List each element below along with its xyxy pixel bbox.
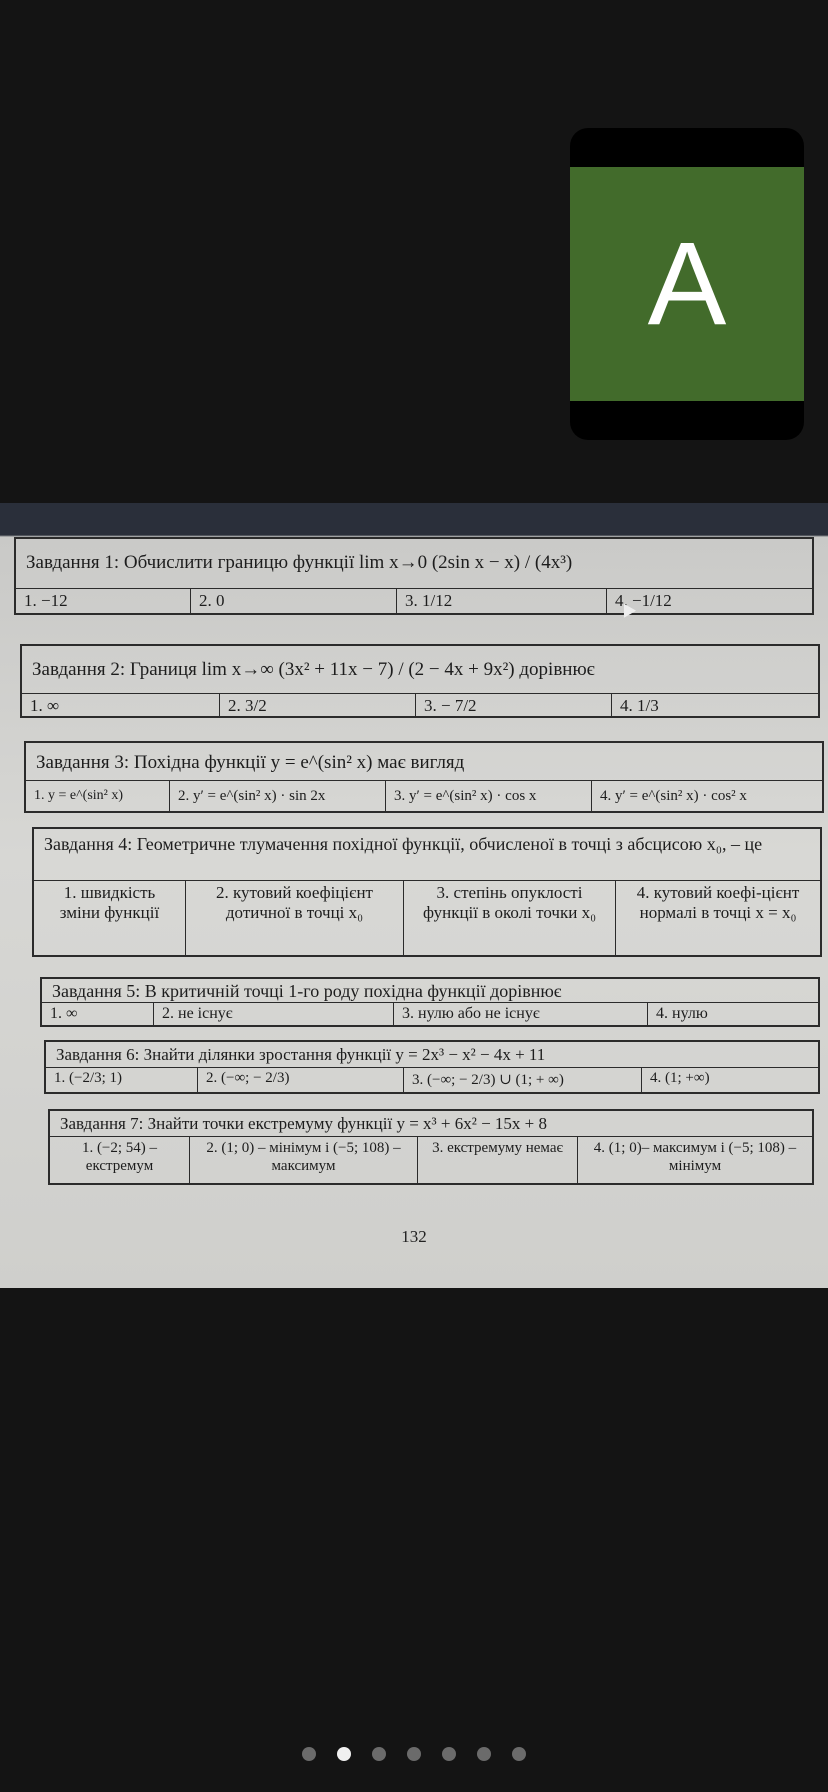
task-option: 3. екстремуму немає — [418, 1137, 578, 1185]
task-option: 3. нулю або не існує — [394, 1003, 648, 1027]
task-option: 3. степінь опуклості функції в околі точки x₀ — [404, 881, 616, 957]
task-option: 3. y′ = e^(sin² x) · cos x — [386, 781, 592, 813]
task-option: 3. (−∞; − 2/3) ∪ (1; + ∞) — [404, 1068, 642, 1094]
task-option: 3. − 7/2 — [416, 694, 612, 718]
participant-initial: A — [647, 218, 727, 350]
task-1 — [14, 537, 814, 615]
task-option: 2. кутовий коефіцієнт дотичної в точці x₀ — [186, 881, 404, 957]
task-option: 1. ∞ — [42, 1003, 154, 1027]
task-7 — [48, 1109, 814, 1185]
task-option: 1. ∞ — [22, 694, 220, 718]
task-question: Завдання 6: Знайти ділянки зростання функції y = 2x³ − x² − 4x + 11 — [46, 1042, 818, 1068]
task-option: 4. 1/3 — [620, 696, 659, 715]
task-6 — [44, 1040, 820, 1094]
task-5 — [40, 977, 820, 1027]
task-option: 1. швидкість зміни функції — [34, 881, 186, 957]
task-option: 1. (−2/3; 1) — [46, 1068, 198, 1094]
task-option: 2. y′ = e^(sin² x) · sin 2x — [170, 781, 386, 813]
task-option: 4. (1; +∞) — [650, 1070, 710, 1086]
task-option: 1. (−2; 54) – екстремум — [50, 1137, 190, 1185]
task-option: 4. (1; 0)– максимум і (−5; 108) – мінімум — [593, 1140, 797, 1174]
task-option: 4. −1/12 — [615, 591, 672, 610]
page-dot[interactable] — [477, 1747, 491, 1761]
page-dot[interactable] — [442, 1747, 456, 1761]
task-question: Завдання 2: Границя lim x→∞ (3x² + 11x − 7) / (2 − 4x + 9x²) дорівнює — [22, 646, 818, 694]
task-question: Завдання 7: Знайти точки екстремуму функції y = x³ + 6x² − 15x + 8 — [50, 1111, 812, 1137]
task-4 — [32, 827, 822, 957]
page-indicator[interactable] — [0, 1747, 828, 1763]
task-question: Завдання 4: Геометричне тлумачення похідної функції, обчисленої в точці з абсцисою x₀, – це — [34, 829, 820, 881]
task-option: 1. −12 — [16, 589, 191, 615]
shared-photo[interactable] — [0, 503, 828, 1288]
task-question: Завдання 3: Похідна функції y = e^(sin² x) має вигляд — [26, 743, 822, 781]
task-2 — [20, 644, 820, 718]
task-option: 2. (1; 0) – мінімум і (−5; 108) – максимум — [190, 1137, 418, 1185]
task-question: Завдання 1: Обчислити границю функції lim x→0 (2sin x − x) / (4x³) — [16, 539, 812, 589]
page-dot[interactable] — [407, 1747, 421, 1761]
participant-tile[interactable] — [570, 128, 804, 440]
task-3 — [24, 741, 824, 813]
task-option: 2. 3/2 — [220, 694, 416, 718]
task-option: 3. 1/12 — [397, 589, 607, 615]
task-option: 4. y′ = e^(sin² x) · cos² x — [600, 788, 747, 804]
page-dot[interactable] — [372, 1747, 386, 1761]
page-dot[interactable] — [302, 1747, 316, 1761]
task-question: Завдання 5: В критичній точці 1-го роду похідна функції дорівнює — [42, 979, 818, 1003]
task-option: 1. y = e^(sin² x) — [26, 781, 170, 813]
page-dot[interactable] — [337, 1747, 351, 1761]
page-dot[interactable] — [512, 1747, 526, 1761]
task-option: 2. не існує — [154, 1003, 394, 1027]
worksheet — [0, 535, 828, 1288]
task-option: 4. нулю — [656, 1005, 708, 1022]
page-number: 132 — [401, 1227, 427, 1246]
task-option: 4. кутовий коефі-цієнт нормалі в точці x = x₀ — [636, 883, 800, 923]
participant-avatar — [570, 167, 804, 401]
task-option: 2. 0 — [191, 589, 397, 615]
task-option: 2. (−∞; − 2/3) — [198, 1068, 404, 1094]
